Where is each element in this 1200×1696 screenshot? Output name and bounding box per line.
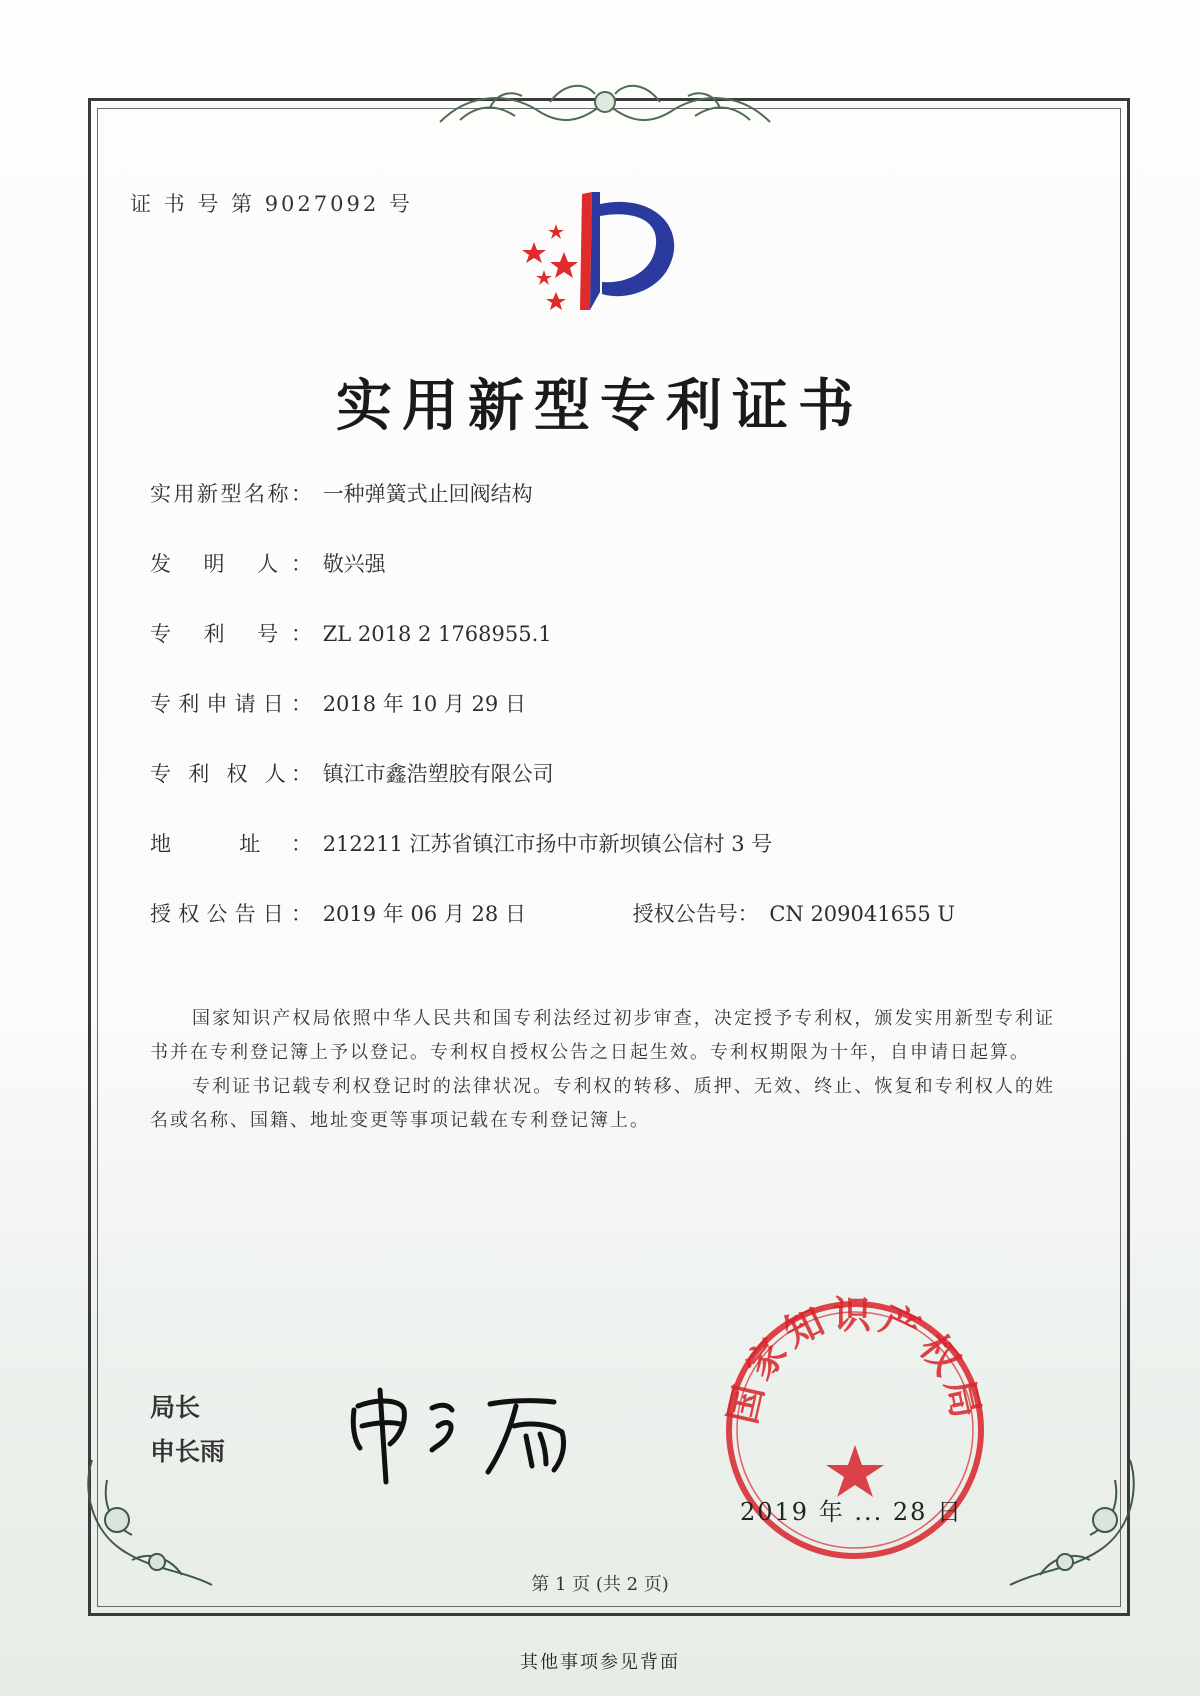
utility-name-label: 实用新型名称： bbox=[150, 482, 312, 506]
application-date-label: 专利申请日： bbox=[150, 692, 312, 716]
patent-number-value: ZL 2018 2 1768955.1 bbox=[322, 622, 552, 646]
address-value: 212211 江苏省镇江市扬中市新坝镇公信村 3 号 bbox=[322, 832, 773, 856]
grant-number-value: CN 209041655 U bbox=[769, 902, 956, 926]
inventor-label: 发 明 人： bbox=[150, 552, 312, 576]
svg-text:国家知识产权局 bbox=[720, 1295, 989, 1428]
footer-note: 其他事项参见背面 bbox=[520, 1652, 680, 1673]
field-application-date bbox=[150, 688, 526, 718]
legal-paragraph: 国家知识产权局依照中华人民共和国专利法经过初步审查，决定授予专利权，颁发实用新型专利证书并在专利登记簿上予以登记。专利权自授权公告之日起生效。专利权期限为十年，自申请日起算。 bbox=[150, 1008, 1055, 1063]
grant-number-label: 授权公告号： bbox=[632, 902, 759, 926]
seal-date: 2019 年 ... 28 日 bbox=[740, 1498, 964, 1526]
field-patentee bbox=[150, 758, 554, 788]
grant-date-value: 2019 年 06 月 28 日 bbox=[322, 902, 526, 926]
seal-text: 国家知识产权局 bbox=[720, 1295, 990, 1428]
patent-office-logo-icon bbox=[516, 182, 706, 322]
handwritten-signature-icon bbox=[340, 1370, 620, 1490]
director-name: 申长雨 bbox=[150, 1437, 226, 1466]
field-utility-name bbox=[150, 478, 533, 508]
legal-paragraph: 专利证书记载专利权登记时的法律状况。专利权的转移、质押、无效、终止、恢复和专利权人的姓名或名称、国籍、地址变更等事项记载在专利登记簿上。 bbox=[150, 1076, 1055, 1131]
utility-name-value: 一种弹簧式止回阀结构 bbox=[322, 482, 533, 506]
field-address bbox=[150, 828, 772, 858]
patent-number-label: 专 利 号： bbox=[150, 622, 312, 646]
director-title: 局长 bbox=[150, 1393, 201, 1422]
page-number: 第 1 页 (共 2 页) bbox=[531, 1574, 669, 1595]
certificate-number: 证 书 号 第 9027092 号 bbox=[130, 192, 413, 216]
grant-date-label: 授权公告日： bbox=[150, 902, 312, 926]
patentee-value: 镇江市鑫浩塑胶有限公司 bbox=[322, 762, 554, 786]
certificate-title: 实用新型专利证书 bbox=[336, 374, 864, 439]
field-inventor bbox=[150, 548, 386, 578]
inventor-value: 敬兴强 bbox=[322, 552, 386, 576]
patentee-label: 专 利 权 人： bbox=[150, 762, 312, 786]
field-grant bbox=[150, 898, 955, 928]
application-date-value: 2018 年 10 月 29 日 bbox=[322, 692, 526, 716]
top-ornament-icon bbox=[430, 72, 780, 136]
field-patent-number bbox=[150, 618, 552, 648]
address-label: 地 址： bbox=[150, 832, 312, 856]
legal-text bbox=[150, 1002, 1055, 1138]
